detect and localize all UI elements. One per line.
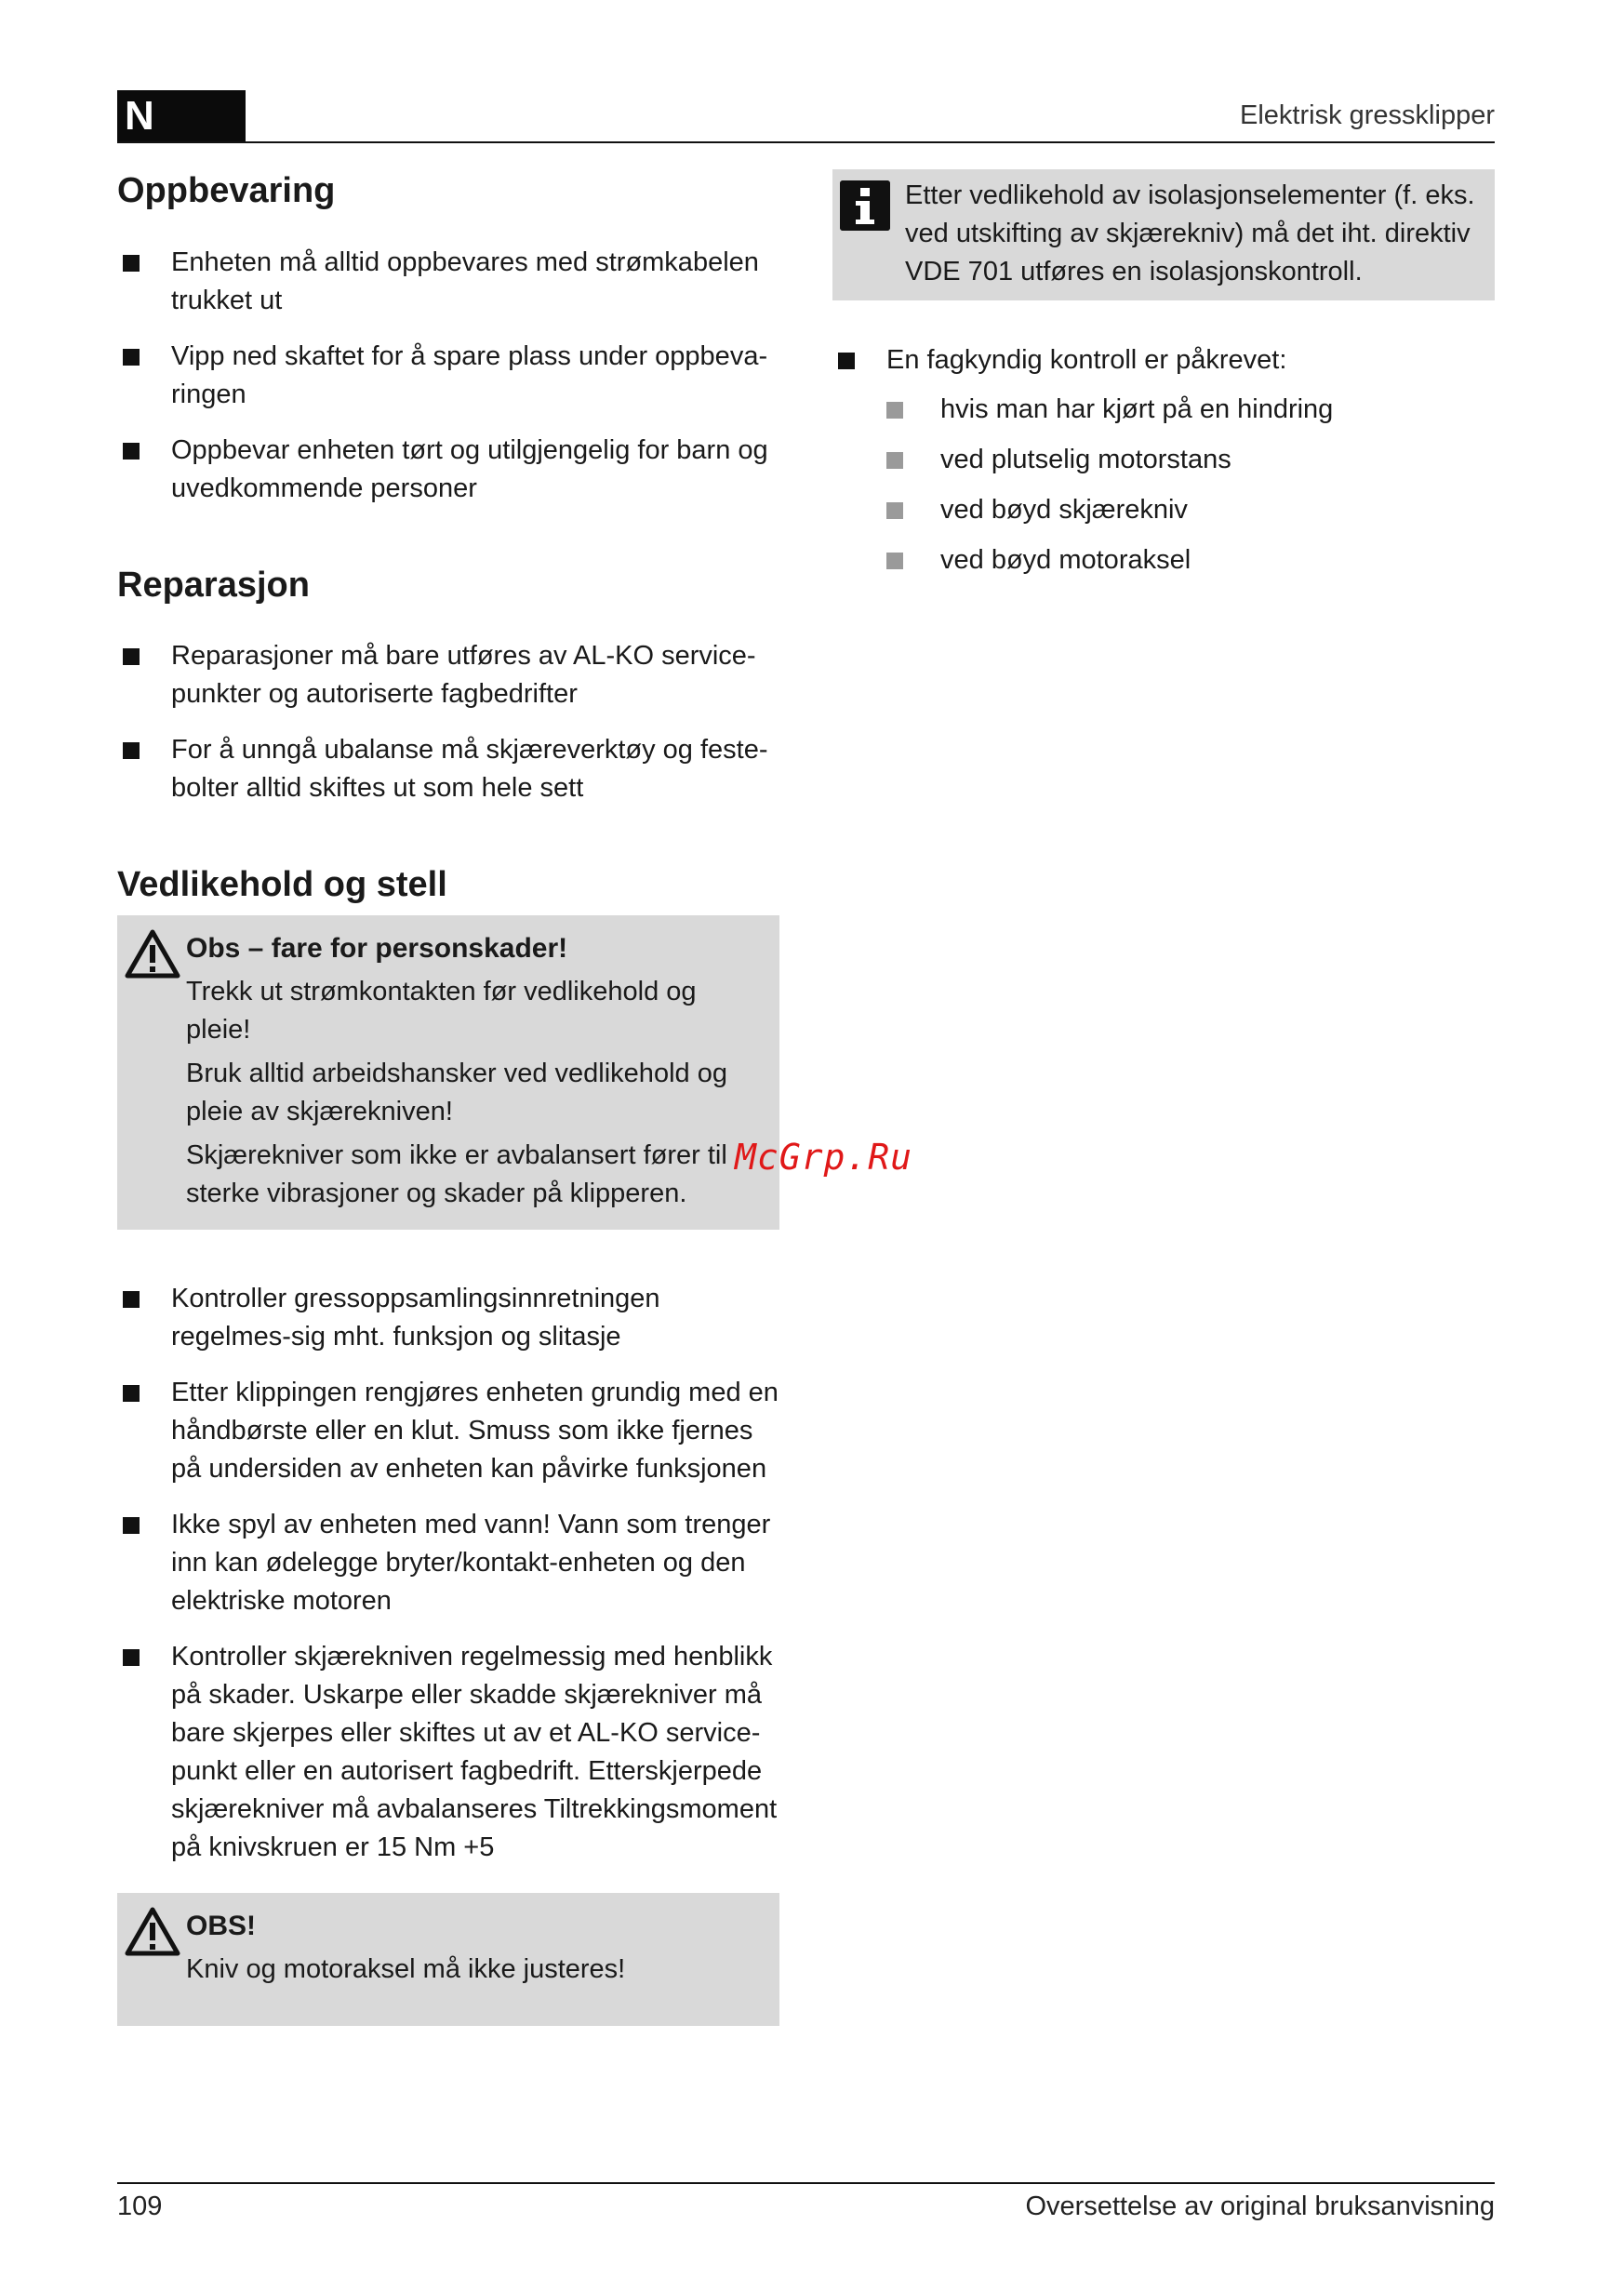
- notice-text: Kniv og motoraksel må ikke justeres!: [186, 1953, 626, 1984]
- left-column: [117, 169, 787, 2026]
- bullet-square-icon: [123, 255, 140, 272]
- insulation-info-box: [832, 169, 1495, 300]
- page-number: 109: [117, 2191, 163, 2221]
- grey-bullet-square-icon: [886, 402, 903, 419]
- sub-list-item: ved bøyd motoraksel: [886, 541, 1495, 579]
- info-text: Etter vedlikehold av isolasjonselementer (f. eks. ved utskifting av skjærekniv) må det iht. direktiv VDE 701 utføres en isolasjonskontroll.: [905, 180, 1475, 286]
- section-heading-repair: Reparasjon: [117, 565, 310, 605]
- inspection-sub-list: [886, 391, 1495, 579]
- sub-list-item: hvis man har kjørt på en hindring: [886, 391, 1495, 429]
- header-divider: [117, 141, 1495, 143]
- section-heading-storage: Oppbevaring: [117, 171, 336, 210]
- grey-bullet-square-icon: [886, 452, 903, 469]
- watermark: McGrp.Ru: [735, 1137, 913, 1178]
- bullet-square-icon: [123, 1385, 140, 1402]
- bullet-square-icon: [123, 443, 140, 460]
- warning-line: Trekk ut strømkontakten før vedlikehold og pleie!: [186, 976, 697, 1045]
- maintenance-list: [117, 1280, 787, 1867]
- footer-divider: [117, 2182, 1495, 2184]
- adjustment-notice-box: [117, 1893, 779, 2026]
- warning-line: Skjærekniver som ikke er avbalansert fører til sterke vibrasjoner og skader på klipperen.: [186, 1139, 727, 1208]
- bullet-square-icon: [123, 349, 140, 366]
- list-item: Reparasjoner må bare utføres av AL-KO service-punkter og autoriserte fagbedrifter: [117, 637, 787, 713]
- storage-list: [117, 244, 787, 508]
- list-item: Etter klippingen rengjøres enheten grundig med en håndbørste eller en klut. Smuss som ikke fjernes på undersiden av enheten kan påvirke funksjonen: [117, 1374, 787, 1488]
- list-item: Enheten må alltid oppbevares med strømkabelen trukket ut: [117, 244, 787, 320]
- list-item: Kontroller skjærekniven regelmessig med henblikk på skader. Uskarpe eller skadde skjærekniver må bare skjerpes eller skiftes ut av et AL-KO service-punkt eller en autorisert fagbedrift. Etterskjerpede skjærekniver må avbalanseres Tiltrekkingsmoment på knivskruen er 15 Nm +5: [117, 1638, 787, 1867]
- bullet-square-icon: [123, 1517, 140, 1534]
- list-item: Ikke spyl av enheten med vann! Vann som trenger inn kan ødelegge bryter/kontakt-enheten og den elektriske motoren: [117, 1506, 787, 1620]
- bullet-square-icon: [123, 1291, 140, 1308]
- footer-text: Oversettelse av original bruksanvisning: [1025, 2191, 1495, 2221]
- sub-list-item: ved bøyd skjærekniv: [886, 491, 1495, 529]
- notice-title: OBS!: [186, 1910, 256, 1941]
- list-item: En fagkyndig kontroll er påkrevet: hvis man har kjørt på en hindring ved plutselig motorstans ved bøyd skjærekniv ved bøyd motoraksel: [832, 341, 1495, 579]
- personal-injury-warning-box: [117, 915, 779, 1230]
- inspection-list: [832, 341, 1495, 579]
- warning-line: Bruk alltid arbeidshansker ved vedlikehold og pleie av skjærekniven!: [186, 1058, 727, 1126]
- info-icon: [840, 180, 890, 231]
- list-item: Vipp ned skaftet for å spare plass under oppbeva-ringen: [117, 338, 787, 414]
- repair-list: [117, 637, 787, 807]
- warning-triangle-icon: [125, 1906, 180, 1956]
- language-tab: N: [117, 90, 246, 142]
- section-heading-maintenance: Vedlikehold og stell: [117, 865, 447, 904]
- warning-title: Obs – fare for personskader!: [186, 932, 568, 964]
- bullet-square-icon: [123, 742, 140, 759]
- bullet-square-icon: [838, 353, 855, 369]
- header-title: Elektrisk gressklipper: [1240, 100, 1495, 130]
- grey-bullet-square-icon: [886, 553, 903, 569]
- list-item: For å unngå ubalanse må skjæreverktøy og feste-bolter alltid skiftes ut som hele sett: [117, 731, 787, 807]
- bullet-square-icon: [123, 648, 140, 665]
- list-item: Oppbevar enheten tørt og utilgjengelig for barn og uvedkommende personer: [117, 432, 787, 508]
- list-item: Kontroller gressoppsamlingsinnretningen regelmes-sig mht. funksjon og slitasje: [117, 1280, 787, 1356]
- warning-triangle-icon: [125, 928, 180, 979]
- sub-list-item: ved plutselig motorstans: [886, 441, 1495, 479]
- grey-bullet-square-icon: [886, 502, 903, 519]
- bullet-square-icon: [123, 1649, 140, 1666]
- right-column: [832, 169, 1495, 597]
